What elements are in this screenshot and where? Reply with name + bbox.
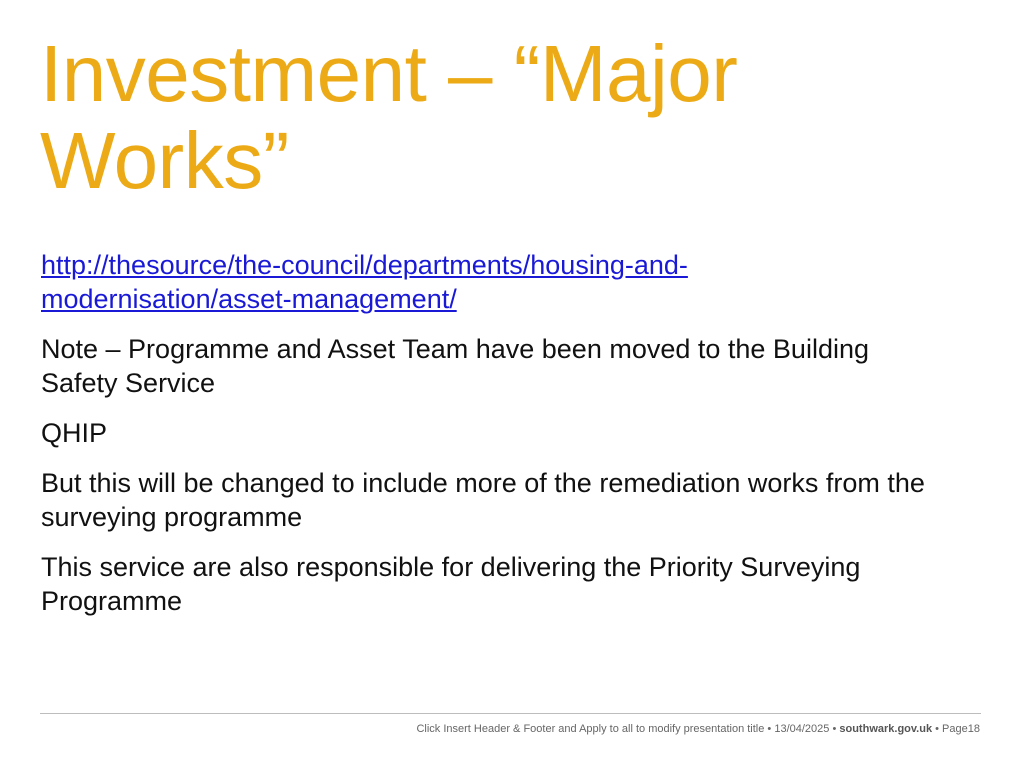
- footer-separator-1: •: [764, 723, 775, 735]
- footer-date: 13/04/2025: [774, 723, 830, 735]
- qhip-line: QHIP: [41, 418, 108, 448]
- priority-surveying-line-1: This service are also responsible for delivering the Priority Surveying: [41, 552, 861, 582]
- footer-page-label: Page: [942, 723, 968, 735]
- footer-divider: [40, 713, 981, 714]
- slide-body: [41, 248, 986, 634]
- footer-separator-3: •: [932, 723, 943, 735]
- asset-management-link[interactable]: [41, 248, 986, 316]
- note-paragraph: [41, 332, 986, 400]
- qhip-paragraph: [41, 416, 986, 450]
- priority-surveying-line-2: Programme: [41, 586, 183, 616]
- remediation-line-2: surveying programme: [41, 502, 303, 532]
- slide-title-line-1: Investment – “Major: [40, 29, 738, 118]
- footer-separator-2: •: [829, 723, 840, 735]
- slide-title-line-2: Works”: [40, 116, 289, 205]
- remediation-paragraph: [41, 466, 986, 534]
- slide-title: [40, 30, 980, 204]
- footer-presentation-title: Click Insert Header & Footer and Apply to all to modify presentation title: [416, 723, 765, 735]
- footer-page-number: 18: [967, 723, 980, 735]
- footer-site: southwark.gov.uk: [839, 723, 933, 735]
- note-line-2: Safety Service: [41, 368, 216, 398]
- note-line-1: Note – Programme and Asset Team have been moved to the Building: [41, 334, 869, 364]
- link-line-1: http://thesource/the-council/departments/housing-and-: [41, 250, 688, 280]
- priority-surveying-paragraph: [41, 550, 986, 618]
- remediation-line-1: But this will be changed to include more of the remediation works from the: [41, 468, 925, 498]
- slide-footer: [416, 723, 980, 735]
- link-line-2: modernisation/asset-management/: [41, 284, 457, 314]
- link-paragraph: [41, 248, 986, 316]
